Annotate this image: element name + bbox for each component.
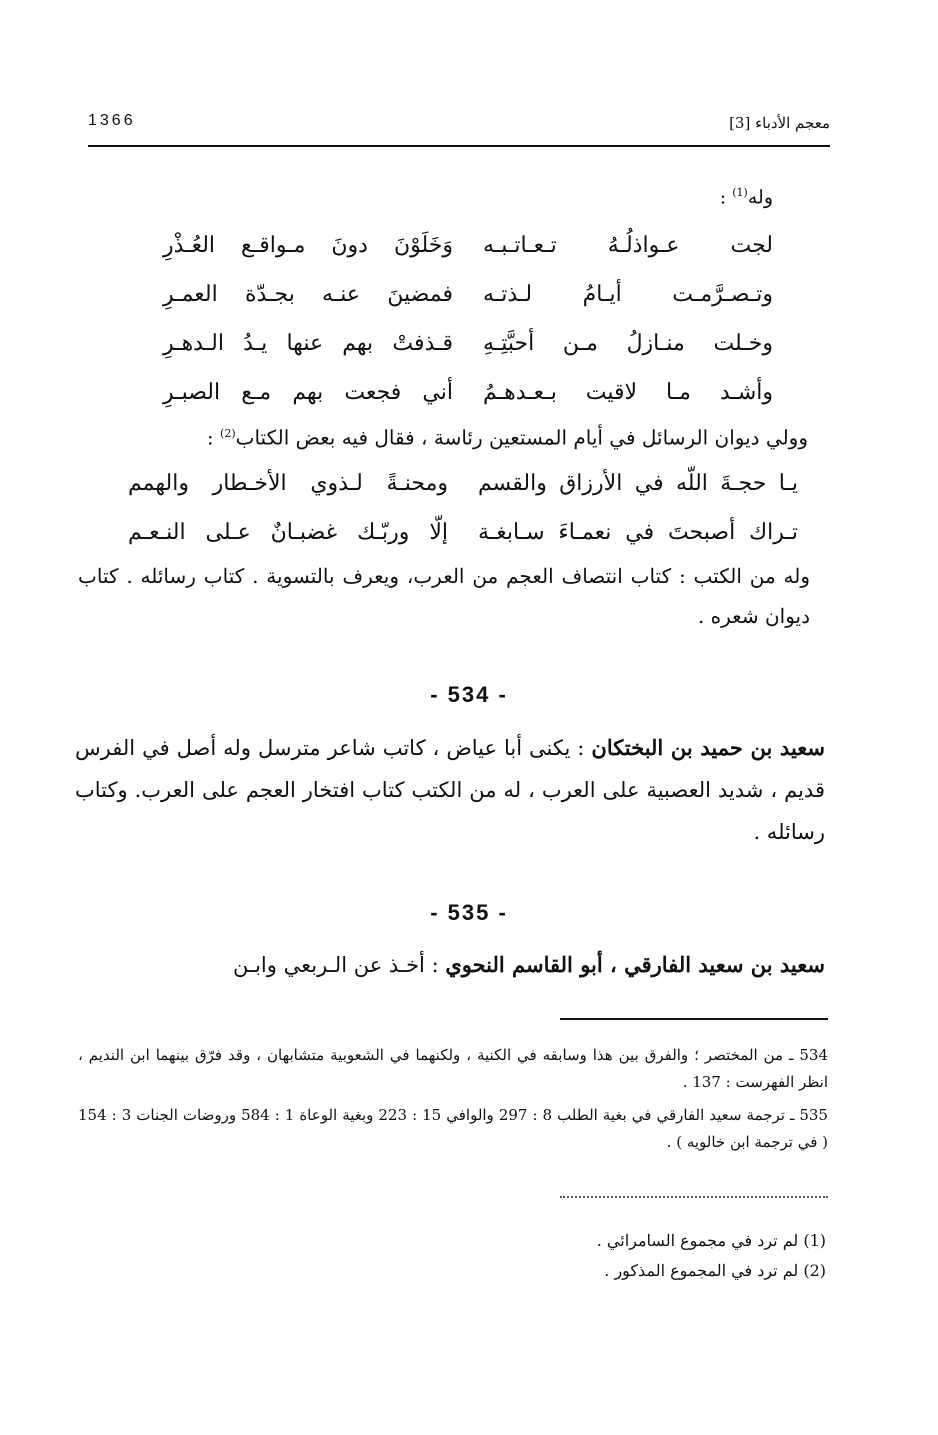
note-ref-2: (2) bbox=[220, 427, 236, 440]
editor-notes bbox=[597, 1226, 826, 1286]
verse-first-hemistich: وتـصـرَّمـت أيـامُ لـذتـه bbox=[483, 282, 773, 307]
verse-first-hemistich: يـا حجـةَ اللّه في الأرزاق والقسم bbox=[478, 471, 798, 496]
page-header bbox=[88, 110, 830, 142]
intro-text: وله bbox=[747, 186, 773, 209]
verse bbox=[163, 319, 773, 368]
diwan-colon: : bbox=[206, 425, 221, 450]
dotted-rule bbox=[560, 1196, 828, 1198]
verse-first-hemistich: تـراك أصبحتَ في نعمـاءَ سـابغـة bbox=[478, 520, 798, 545]
footnote-534: 534 ـ من المختصر ؛ والفرق بين هذا وسابقه في الكنية ، ولكنهما في الشعوبية متشابهان ، وقد فرّق بينهما ابن النديم ، انظر الفهرست : 137 . bbox=[78, 1046, 828, 1091]
footnote-535: 535 ـ ترجمة سعيد الفارقي في بغية الطلب 8 : 297 والوافي 15 : 223 وبغية الوعاة 1 : 584 وروضات الجنات 3 : 154 ( في ترجمة ابن خالويه ) . bbox=[78, 1106, 828, 1151]
header-rule bbox=[88, 145, 830, 147]
verse-second-hemistich: وَخَلَوْنَ دونَ مـواقـع العُـذْرِ bbox=[163, 233, 453, 258]
entry-number-534: - 534 - bbox=[430, 682, 508, 707]
entry-name: سعيد بن حميد بن البختكان bbox=[591, 735, 826, 760]
verse-second-hemistich: قـذفتْ بهم عنها يـدُ الـدهـرِ bbox=[163, 331, 453, 356]
poem-second bbox=[128, 459, 798, 557]
verse bbox=[163, 368, 773, 417]
entry-535 bbox=[75, 944, 825, 986]
page-number: 1366 bbox=[88, 112, 136, 129]
poem-intro bbox=[720, 186, 773, 208]
verse-first-hemistich: وأشـد مـا لاقيت بـعـدهـمُ bbox=[483, 380, 773, 405]
entry-534 bbox=[75, 727, 825, 853]
verse bbox=[163, 270, 773, 319]
entry-body: : يكنى أبا عياض ، كاتب شاعر مترسل وله أصل في الفرس قديم ، شديد العصبية على العرب ، له من الكتب كتاب افتخار العجم على العرب. وكتاب رسائله . bbox=[75, 736, 825, 844]
intro-colon: : bbox=[719, 186, 733, 209]
diwan-paragraph bbox=[128, 414, 808, 458]
footnote-rule bbox=[560, 1018, 828, 1020]
verse-second-hemistich: ومحنـةً لـذوي الأخـطار والهمم bbox=[128, 471, 448, 496]
verse-second-hemistich: فمضينَ عنـه بجـدّة العمـرِ bbox=[163, 282, 453, 307]
entry-body: : أخـذ عن الـربعي وابـن bbox=[232, 953, 446, 977]
editor-note-1: (1) لم ترد في مجموع السامرائي . bbox=[596, 1231, 826, 1250]
diwan-text: وولي ديوان الرسائل في أيام المستعين رئاسة ، فقال فيه بعض الكتاب bbox=[235, 425, 808, 450]
verse-second-hemistich: أني فجعت بهم مـع الصبـرِ bbox=[163, 380, 453, 405]
note-ref-1: (1) bbox=[732, 186, 748, 199]
books-paragraph: وله من الكتب : كتاب انتصاف العجم من العرب، ويعرف بالتسوية . كتاب رسائله . كتاب ديوان شعره . bbox=[78, 564, 810, 628]
entry-name: سعيد بن سعيد الفارقي ، أبو القاسم النحوي bbox=[445, 952, 825, 977]
verse bbox=[128, 459, 798, 508]
verse-first-hemistich: لجت عـواذلُـهُ تـعـاتـبـه bbox=[483, 233, 773, 258]
footnotes bbox=[78, 1042, 828, 1162]
verse-second-hemistich: إلّا وربّـك غضبـانٌ عـلى النـعـم bbox=[128, 520, 448, 545]
editor-note-2: (2) لم ترد في المجموع المذكور . bbox=[604, 1261, 826, 1280]
verse bbox=[128, 508, 798, 557]
entry-number-535: - 535 - bbox=[430, 900, 508, 925]
verse bbox=[163, 221, 773, 270]
poem-first bbox=[163, 221, 773, 417]
verse-first-hemistich: وخـلت منـازلُ مـن أحبَّتِـهِ bbox=[483, 331, 773, 356]
running-title: معجم الأدباء [3] bbox=[729, 114, 830, 132]
